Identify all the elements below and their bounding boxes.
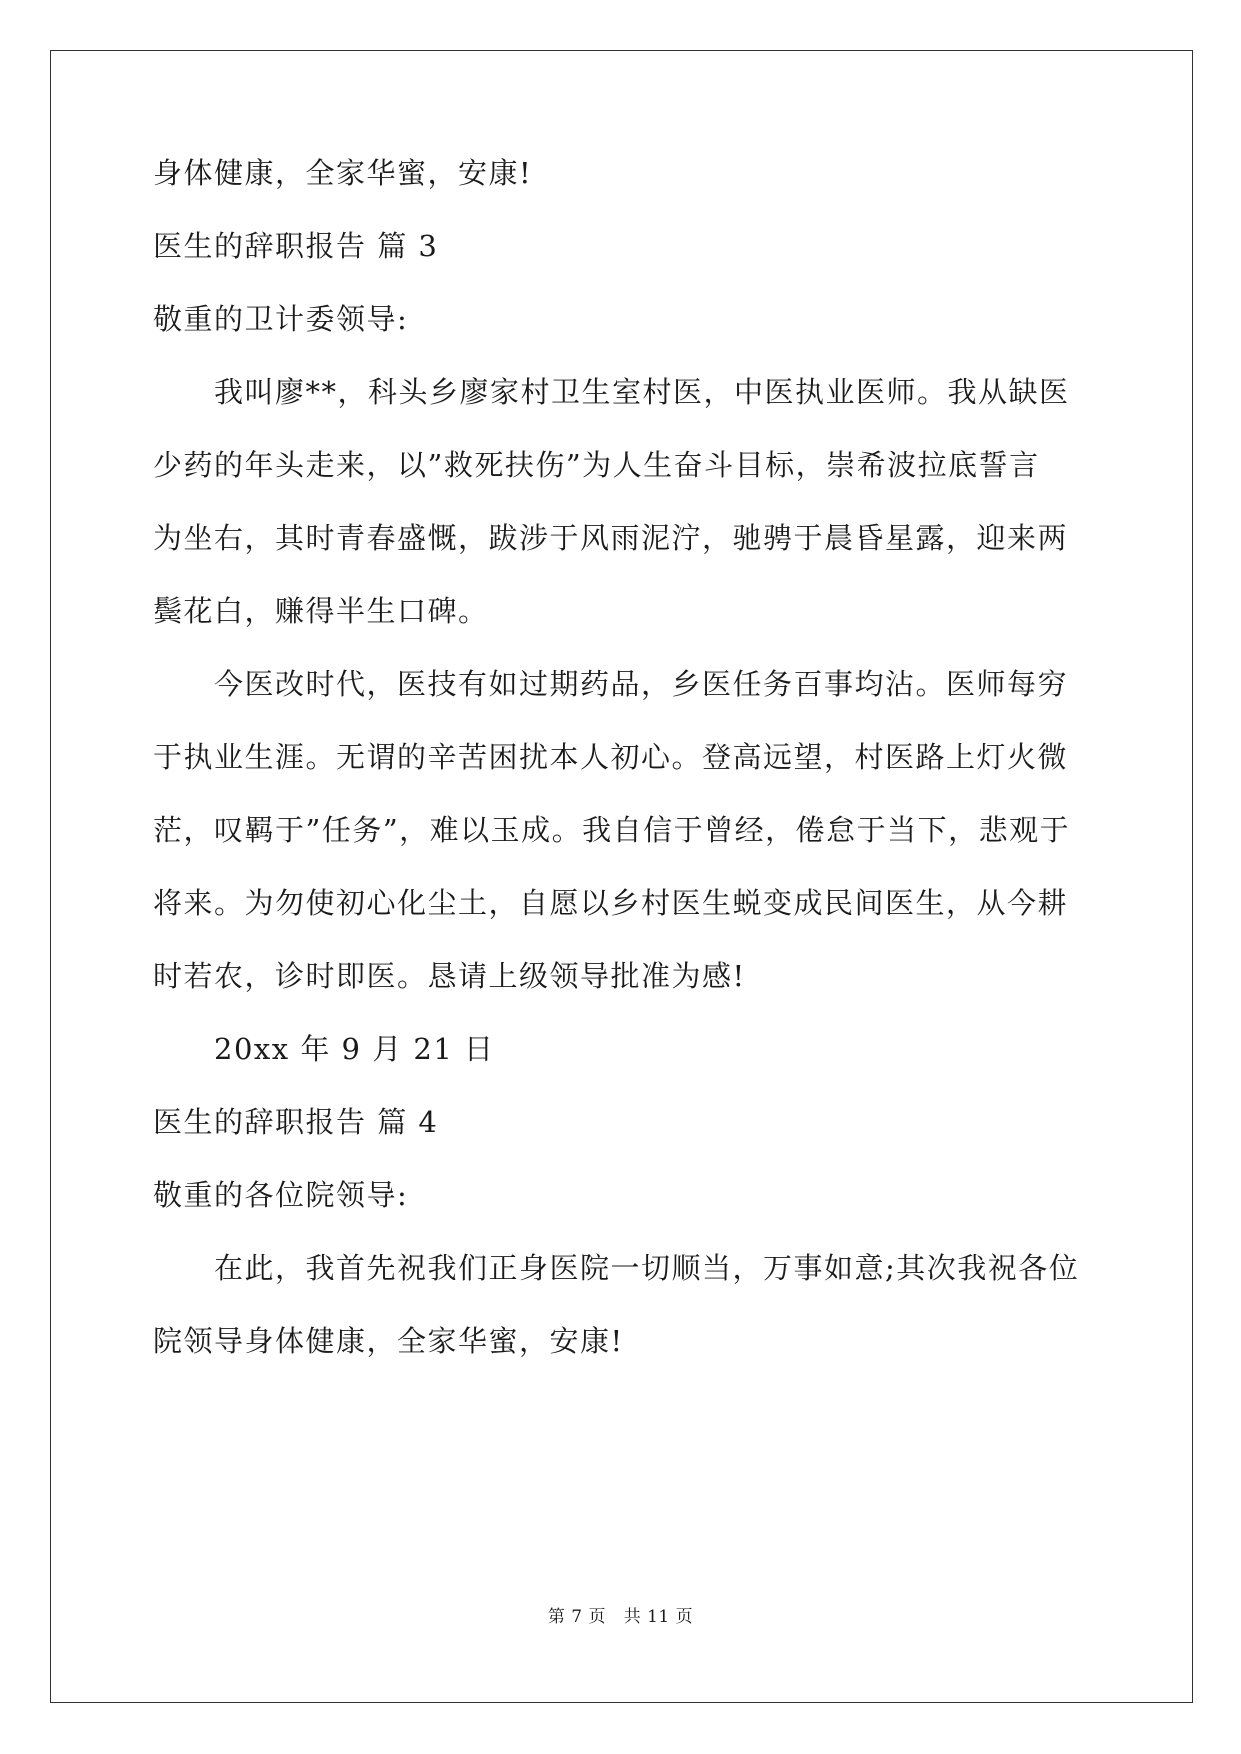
section-heading: 医生的辞职报告 篇 4 [153,1105,439,1139]
paragraph-line: 为坐右，其时青春盛慨，跋涉于风雨泥泞，驰骋于晨昏星露，迎来两 [153,521,1069,555]
salutation: 敬重的卫计委领导: [153,302,409,336]
paragraph-line: 在此，我首先祝我们正身医院一切顺当，万事如意;其次我祝各位 [214,1251,1080,1285]
paragraph-line: 我叫廖**，科头乡廖家村卫生室村医，中医执业医师。我从缺医 [214,375,1070,409]
paragraph-line: 少药的年头走来，以”救死扶伤”为人生奋斗目标，崇希波拉底誓言 [153,448,1040,482]
paragraph-line: 时若农，诊时即医。恳请上级领导批准为感! [153,959,746,993]
paragraph-line: 于执业生涯。无谓的辛苦困扰本人初心。登高远望，村医路上灯火微 [153,740,1069,774]
paragraph-line: 今医改时代，医技有如过期药品，乡医任务百事均沾。医师每穷 [214,667,1069,701]
date-line: 20xx 年 9 月 21 日 [214,1032,495,1066]
page-number-footer: 第 7 页 共 11 页 [547,1607,694,1627]
paragraph-line: 院领导身体健康，全家华蜜，安康! [153,1324,624,1358]
text-line: 身体健康，全家华蜜，安康! [153,156,533,190]
paragraph-line: 将来。为勿使初心化尘土，自愿以乡村医生蜕变成民间医生，从今耕 [153,886,1069,920]
page-border [50,50,1193,1703]
paragraph-line: 鬓花白，赚得半生口碑。 [153,594,489,628]
salutation: 敬重的各位院领导: [153,1178,409,1212]
section-heading: 医生的辞职报告 篇 3 [153,229,439,263]
paragraph-line: 茫，叹羁于”任务”，难以玉成。我自信于曾经，倦怠于当下，悲观于 [153,813,1071,847]
